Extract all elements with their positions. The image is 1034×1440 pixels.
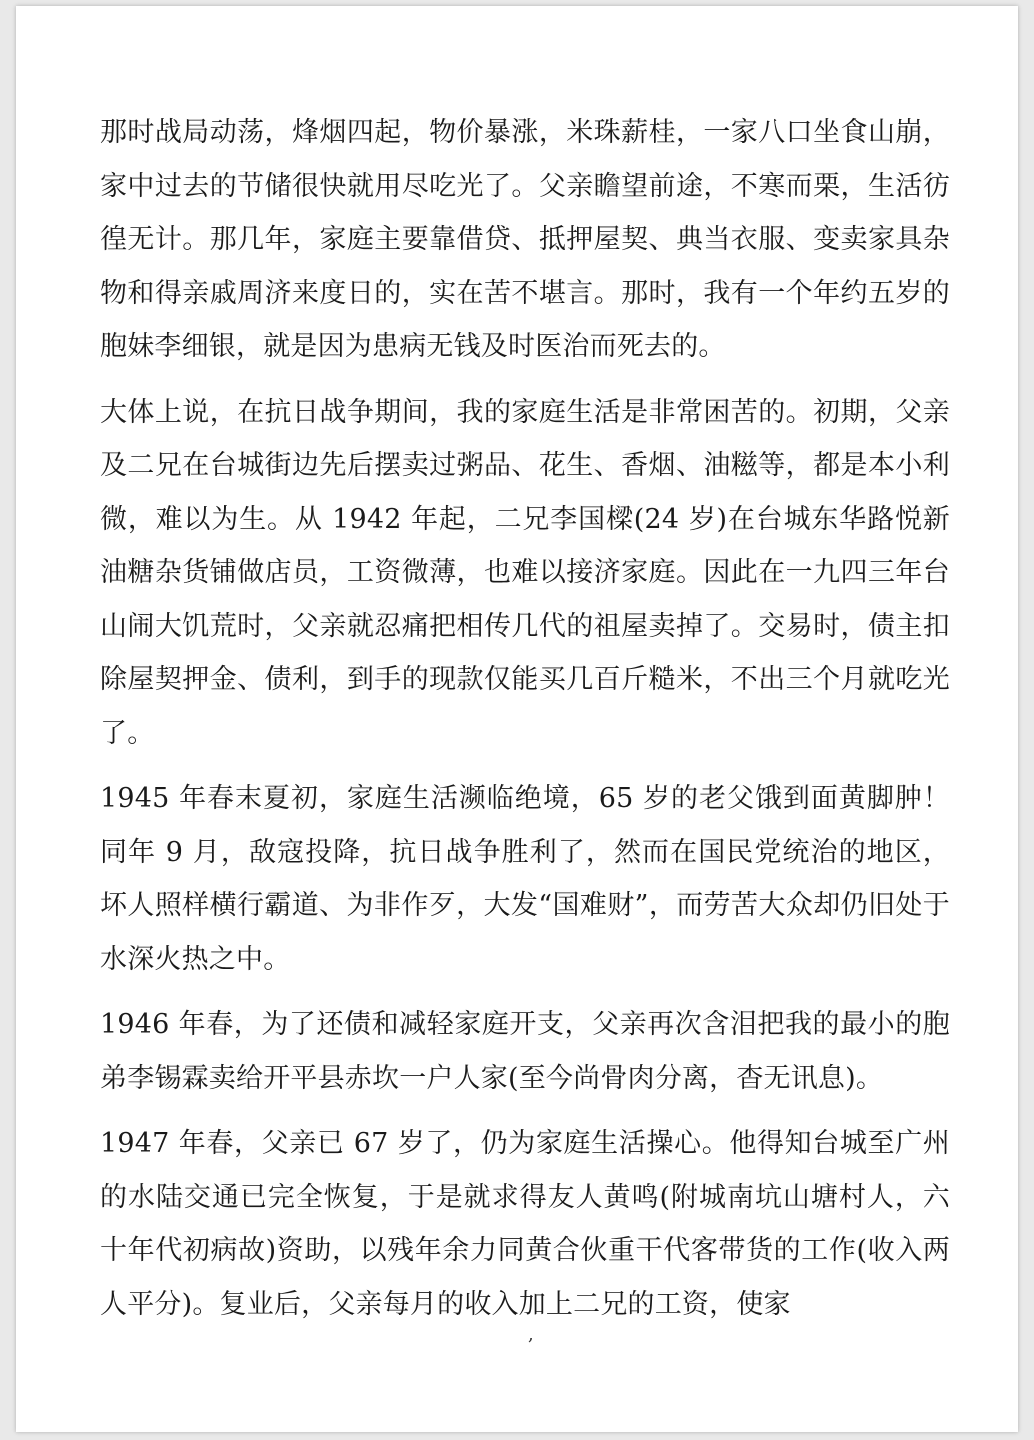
paragraph-5: 1947 年春，父亲已 67 岁了，仍为家庭生活操心。他得知台城至广州的水陆交通已完全恢复，于是就求得友人黄鸣(附城南坑山塘村人，六十年代初病故)资助，以残年余力同黄合伙重干代客带货的工作(收入两人平分)。复业后，父亲每月的收入加上二兄的工资，使家 [100,1128,950,1320]
paragraph-4: 1946 年春，为了还债和减轻家庭开支，父亲再次含泪把我的最小的胞弟李锡霖卖给开平县赤坎一户人家(至今尚骨肉分离，杳无讯息)。 [100,1009,950,1094]
paragraph-2: 大体上说，在抗日战争期间，我的家庭生活是非常困苦的。初期，父亲及二兄在台城街边先后摆卖过粥品、花生、香烟、油糍等，都是本小利微，难以为生。从 1942 年起，二兄李国樑(24 岁)在台城东华路悦新油糖杂货铺做店员，工资微薄，也难以接济家庭。因此在一九四三年台山闹大饥荒时，父亲就忍痛把相传几代的祖屋卖掉了。交易时，债主扣除屋契押金、债利，到手的现款仅能买几百斤糙米，不出三个月就吃光了。 [100,396,950,749]
document-page [16,6,1018,1432]
paragraph-1: 那时战局动荡，烽烟四起，物价暴涨，米珠薪桂，一家八口坐食山崩，家中过去的节储很快就用尽吃光了。父亲瞻望前途，不寒而栗，生活彷徨无计。那几年，家庭主要靠借贷、抵押屋契、典当衣服、变卖家具杂物和得亲戚周济来度日的，实在苦不堪言。那时，我有一个年约五岁的胞妹李细银，就是因为患病无钱及时医治而死去的。 [100,117,950,362]
document-body [100,106,950,1343]
page-mark: , [528,1324,534,1345]
paragraph-3: 1945 年春末夏初，家庭生活濒临绝境，65 岁的老父饿到面黄脚肿！同年 9 月，敌寇投降，抗日战争胜利了，然而在国民党统治的地区，坏人照样横行霸道、为非作歹，大发“国难财”，而劳苦大众却仍旧处于水深火热之中。 [100,783,950,975]
